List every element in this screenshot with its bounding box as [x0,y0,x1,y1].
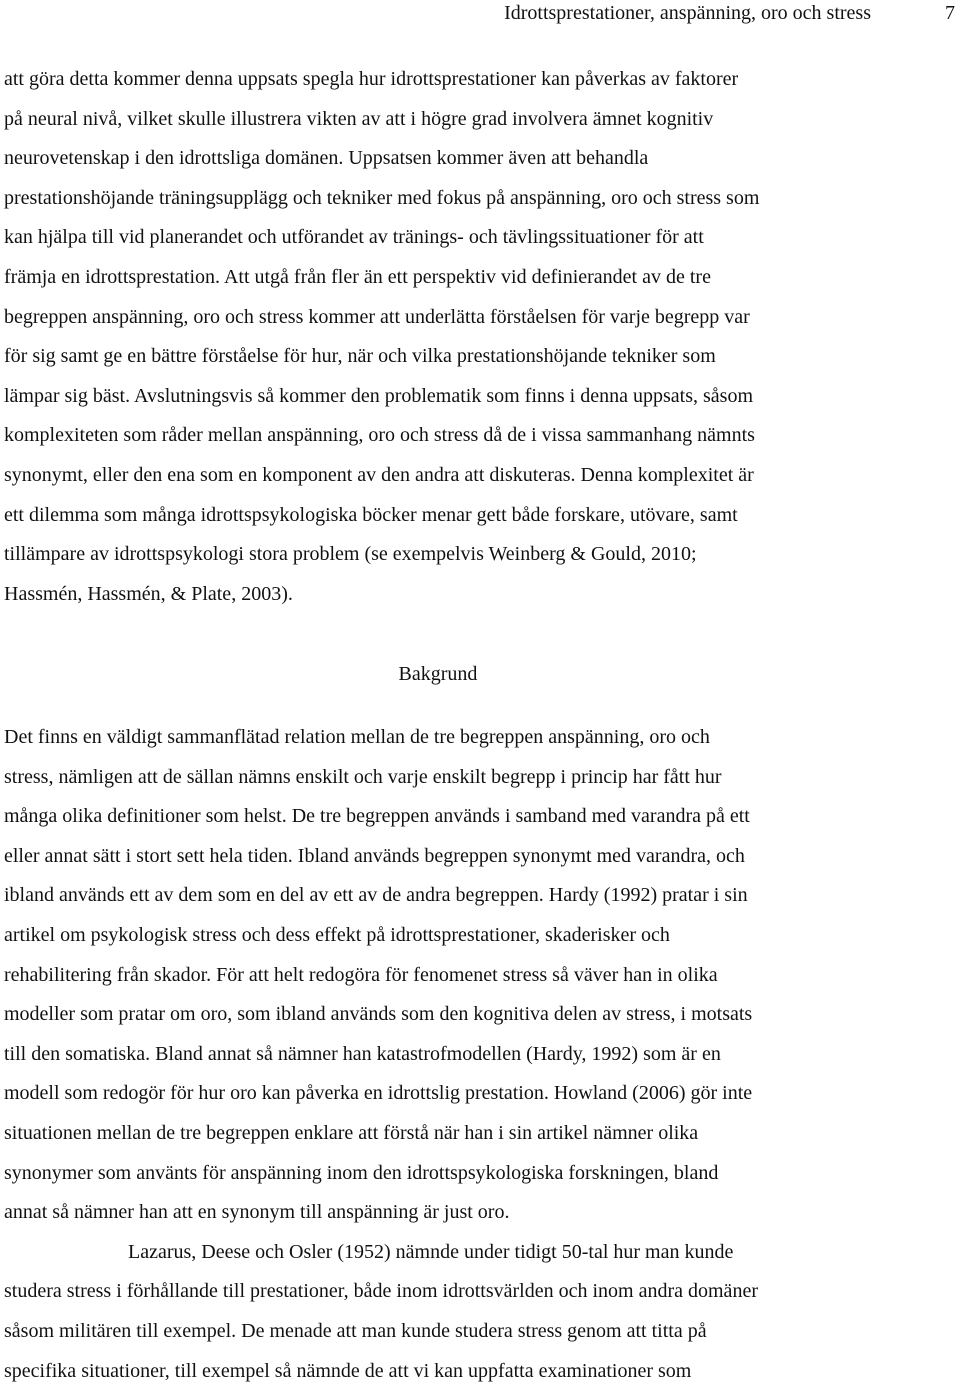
text-line: på neural nivå, vilket skulle illustrera vikten av att i högre grad involvera ämnet kognitiv [4,100,884,140]
text-line: till den somatiska. Bland annat så nämner han katastrofmodellen (Hardy, 1992) som är en [4,1035,884,1075]
text-line: tillämpare av idrottspsykologi stora problem (se exempelvis Weinberg & Gould, 2010; [4,535,884,575]
text-line: komplexiteten som råder mellan anspänning, oro och stress då de i vissa sammanhang nämnts [4,416,884,456]
text-line: situationen mellan de tre begreppen enklare att förstå när han i sin artikel nämner olika [4,1114,884,1154]
page-number: 7 [945,1,955,25]
text-line: modeller som pratar om oro, som ibland används som den kognitiva delen av stress, i motsats [4,995,884,1035]
text-line: stress, nämligen att de sällan nämns enskilt och varje enskilt begrepp i princip har fått hur [4,758,884,798]
text-line: studera stress i förhållande till prestationer, både inom idrottsvärlden och inom andra domäner [4,1272,884,1312]
text-line: specifika situationer, till exempel så nämnde de att vi kan uppfatta examinationer som [4,1352,884,1391]
text-line: synonymt, eller den ena som en komponent av den andra att diskuteras. Denna komplexitet är [4,456,884,496]
text-line: artikel om psykologisk stress och dess effekt på idrottsprestationer, skaderisker och [4,916,884,956]
text-line: ibland används ett av dem som en del av ett av de andra begreppen. Hardy (1992) pratar i sin [4,876,884,916]
text-line: rehabilitering från skador. För att helt redogöra för fenomenet stress så väver han in olika [4,956,884,996]
text-line: modell som redogör för hur oro kan påverka en idrottslig prestation. Howland (2006) gör inte [4,1074,884,1114]
text-line: att göra detta kommer denna uppsats spegla hur idrottsprestationer kan påverkas av faktorer [4,60,884,100]
text-line: Det finns en väldigt sammanflätad relation mellan de tre begreppen anspänning, oro och [4,718,884,758]
text-line: begreppen anspänning, oro och stress kommer att underlätta förståelsen för varje begrepp var [4,298,884,338]
section-heading: Bakgrund [0,655,876,695]
text-line: såsom militären till exempel. De menade att man kunde studera stress genom att titta på [4,1312,884,1352]
background-section [4,718,884,1391]
running-header-title: Idrottsprestationer, anspänning, oro och stress [504,1,871,25]
text-line: Lazarus, Deese och Osler (1952) nämnde under tidigt 50-tal hur man kunde [4,1233,884,1273]
text-line: annat så nämner han att en synonym till anspänning är just oro. [4,1193,884,1233]
text-line: synonymer som använts för anspänning inom den idrottspsykologiska forskningen, bland [4,1154,884,1194]
text-line: neurovetenskap i den idrottsliga domänen. Uppsatsen kommer även att behandla [4,139,884,179]
text-line: Hassmén, Hassmén, & Plate, 2003). [4,575,884,615]
text-line: ett dilemma som många idrottspsykologiska böcker menar gett både forskare, utövare, samt [4,496,884,536]
text-line: många olika definitioner som helst. De tre begreppen används i samband med varandra på ett [4,797,884,837]
text-line: kan hjälpa till vid planerandet och utförandet av tränings- och tävlingssituationer för att [4,218,884,258]
running-header [0,0,960,26]
text-line: för sig samt ge en bättre förståelse för hur, när och vilka prestationshöjande tekniker som [4,337,884,377]
intro-paragraph [4,60,884,614]
text-line: främja en idrottsprestation. Att utgå från fler än ett perspektiv vid definierandet av de tre [4,258,884,298]
text-line: lämpar sig bäst. Avslutningsvis så kommer den problematik som finns i denna uppsats, såsom [4,377,884,417]
background-paragraph-2 [4,1233,884,1391]
text-line: prestationshöjande träningsupplägg och tekniker med fokus på anspänning, oro och stress som [4,179,884,219]
text-line: eller annat sätt i stort sett hela tiden. Ibland används begreppen synonymt med varandra, och [4,837,884,877]
background-paragraph-1 [4,718,884,1233]
